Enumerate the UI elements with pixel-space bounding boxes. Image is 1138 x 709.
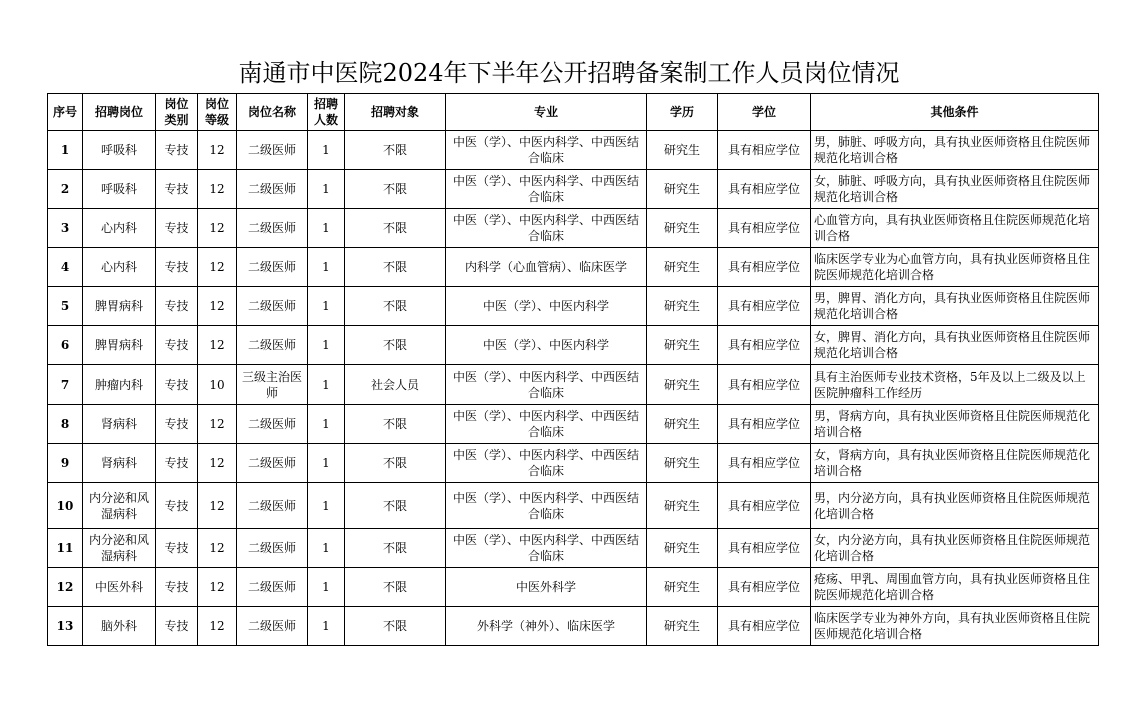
cell-post: 内分泌和风湿病科: [83, 529, 156, 568]
cell-other: 女，肺脏、呼吸方向，具有执业医师资格且住院医师规范化培训合格: [811, 170, 1099, 209]
cell-target: 不限: [345, 248, 446, 287]
cell-post: 肾病科: [83, 405, 156, 444]
cell-category: 专技: [156, 131, 198, 170]
table-row: [48, 209, 1099, 248]
cell-level: 12: [198, 405, 237, 444]
cell-count: 1: [308, 405, 345, 444]
cell-post: 脾胃病科: [83, 326, 156, 365]
cell-post: 脑外科: [83, 607, 156, 646]
cell-target: 不限: [345, 405, 446, 444]
cell-degree: 具有相应学位: [718, 365, 811, 405]
cell-category: 专技: [156, 568, 198, 607]
cell-education: 研究生: [647, 287, 718, 326]
cell-name: 二级医师: [237, 568, 308, 607]
table-row: [48, 287, 1099, 326]
cell-education: 研究生: [647, 444, 718, 483]
cell-target: 社会人员: [345, 365, 446, 405]
cell-count: 1: [308, 326, 345, 365]
cell-target: 不限: [345, 287, 446, 326]
table-row: [48, 529, 1099, 568]
recruitment-table: [47, 93, 1099, 646]
cell-education: 研究生: [647, 209, 718, 248]
cell-degree: 具有相应学位: [718, 326, 811, 365]
cell-major: 中医（学）、中医内科学、中西医结合临床: [446, 405, 647, 444]
cell-name: 二级医师: [237, 405, 308, 444]
cell-major: 中医（学）、中医内科学、中西医结合临床: [446, 444, 647, 483]
cell-post: 肾病科: [83, 444, 156, 483]
cell-education: 研究生: [647, 248, 718, 287]
cell-name: 二级医师: [237, 529, 308, 568]
cell-target: 不限: [345, 444, 446, 483]
cell-major: 中医（学）、中医内科学、中西医结合临床: [446, 483, 647, 529]
cell-seq: 11: [48, 529, 83, 568]
cell-other: 女，内分泌方向，具有执业医师资格且住院医师规范化培训合格: [811, 529, 1099, 568]
cell-category: 专技: [156, 483, 198, 529]
cell-category: 专技: [156, 248, 198, 287]
cell-other: 女，脾胃、消化方向，具有执业医师资格且住院医师规范化培训合格: [811, 326, 1099, 365]
cell-seq: 13: [48, 607, 83, 646]
page-title: 南通市中医院2024年下半年公开招聘备案制工作人员岗位情况: [238, 59, 900, 87]
cell-level: 12: [198, 483, 237, 529]
cell-seq: 12: [48, 568, 83, 607]
cell-education: 研究生: [647, 483, 718, 529]
cell-other: 男，肾病方向，具有执业医师资格且住院医师规范化培训合格: [811, 405, 1099, 444]
cell-category: 专技: [156, 170, 198, 209]
cell-target: 不限: [345, 529, 446, 568]
cell-target: 不限: [345, 568, 446, 607]
cell-degree: 具有相应学位: [718, 170, 811, 209]
cell-major: 外科学（神外）、临床医学: [446, 607, 647, 646]
cell-count: 1: [308, 444, 345, 483]
cell-seq: 2: [48, 170, 83, 209]
cell-post: 脾胃病科: [83, 287, 156, 326]
cell-seq: 7: [48, 365, 83, 405]
cell-major: 中医（学）、中医内科学: [446, 287, 647, 326]
cell-count: 1: [308, 170, 345, 209]
cell-seq: 8: [48, 405, 83, 444]
cell-major: 中医（学）、中医内科学、中西医结合临床: [446, 365, 647, 405]
cell-level: 12: [198, 248, 237, 287]
cell-level: 12: [198, 607, 237, 646]
cell-other: 女，肾病方向，具有执业医师资格且住院医师规范化培训合格: [811, 444, 1099, 483]
cell-category: 专技: [156, 209, 198, 248]
cell-category: 专技: [156, 326, 198, 365]
cell-count: 1: [308, 209, 345, 248]
header-count: 招聘人数: [308, 94, 345, 131]
header-major: 专业: [446, 94, 647, 131]
header-level: 岗位等级: [198, 94, 237, 131]
cell-target: 不限: [345, 326, 446, 365]
cell-target: 不限: [345, 483, 446, 529]
cell-post: 心内科: [83, 248, 156, 287]
cell-name: 二级医师: [237, 209, 308, 248]
cell-name: 二级医师: [237, 248, 308, 287]
cell-category: 专技: [156, 365, 198, 405]
cell-degree: 具有相应学位: [718, 529, 811, 568]
table-row: [48, 248, 1099, 287]
table-row: [48, 405, 1099, 444]
cell-post: 呼吸科: [83, 170, 156, 209]
cell-level: 12: [198, 444, 237, 483]
header-seq: 序号: [48, 94, 83, 131]
cell-level: 12: [198, 326, 237, 365]
cell-other: 心血管方向，具有执业医师资格且住院医师规范化培训合格: [811, 209, 1099, 248]
cell-count: 1: [308, 607, 345, 646]
cell-category: 专技: [156, 607, 198, 646]
cell-degree: 具有相应学位: [718, 287, 811, 326]
cell-seq: 1: [48, 131, 83, 170]
cell-education: 研究生: [647, 326, 718, 365]
cell-target: 不限: [345, 170, 446, 209]
cell-level: 12: [198, 209, 237, 248]
cell-degree: 具有相应学位: [718, 444, 811, 483]
cell-education: 研究生: [647, 568, 718, 607]
cell-education: 研究生: [647, 365, 718, 405]
cell-count: 1: [308, 287, 345, 326]
cell-name: 二级医师: [237, 607, 308, 646]
cell-major: 中医（学）、中医内科学、中西医结合临床: [446, 170, 647, 209]
table-row: [48, 365, 1099, 405]
header-other: 其他条件: [811, 94, 1099, 131]
cell-degree: 具有相应学位: [718, 131, 811, 170]
cell-level: 12: [198, 170, 237, 209]
cell-count: 1: [308, 568, 345, 607]
cell-education: 研究生: [647, 131, 718, 170]
cell-level: 12: [198, 568, 237, 607]
cell-seq: 3: [48, 209, 83, 248]
cell-post: 中医外科: [83, 568, 156, 607]
cell-level: 12: [198, 131, 237, 170]
cell-degree: 具有相应学位: [718, 248, 811, 287]
cell-category: 专技: [156, 529, 198, 568]
cell-name: 二级医师: [237, 131, 308, 170]
table-row: [48, 131, 1099, 170]
cell-other: 疮疡、甲乳、周围血管方向，具有执业医师资格且住院医师规范化培训合格: [811, 568, 1099, 607]
cell-major: 中医（学）、中医内科学、中西医结合临床: [446, 131, 647, 170]
table-row: [48, 483, 1099, 529]
cell-category: 专技: [156, 405, 198, 444]
cell-degree: 具有相应学位: [718, 568, 811, 607]
cell-seq: 6: [48, 326, 83, 365]
cell-category: 专技: [156, 444, 198, 483]
cell-name: 二级医师: [237, 483, 308, 529]
cell-major: 中医（学）、中医内科学、中西医结合临床: [446, 209, 647, 248]
header-name: 岗位名称: [237, 94, 308, 131]
header-post: 招聘岗位: [83, 94, 156, 131]
cell-category: 专技: [156, 287, 198, 326]
cell-other: 男，内分泌方向，具有执业医师资格且住院医师规范化培训合格: [811, 483, 1099, 529]
cell-major: 中医（学）、中医内科学: [446, 326, 647, 365]
header-category: 岗位类别: [156, 94, 198, 131]
cell-level: 12: [198, 287, 237, 326]
cell-degree: 具有相应学位: [718, 405, 811, 444]
table-row: [48, 444, 1099, 483]
header-education: 学历: [647, 94, 718, 131]
table-header-row: [48, 94, 1099, 131]
cell-target: 不限: [345, 209, 446, 248]
cell-degree: 具有相应学位: [718, 483, 811, 529]
cell-education: 研究生: [647, 170, 718, 209]
cell-education: 研究生: [647, 529, 718, 568]
cell-post: 呼吸科: [83, 131, 156, 170]
cell-name: 二级医师: [237, 170, 308, 209]
cell-other: 具有主治医师专业技术资格，5年及以上二级及以上医院肿瘤科工作经历: [811, 365, 1099, 405]
cell-count: 1: [308, 529, 345, 568]
cell-post: 内分泌和风湿病科: [83, 483, 156, 529]
cell-name: 二级医师: [237, 444, 308, 483]
cell-count: 1: [308, 365, 345, 405]
cell-post: 心内科: [83, 209, 156, 248]
table-row: [48, 326, 1099, 365]
cell-seq: 5: [48, 287, 83, 326]
cell-education: 研究生: [647, 405, 718, 444]
cell-level: 10: [198, 365, 237, 405]
cell-major: 内科学（心血管病）、临床医学: [446, 248, 647, 287]
cell-count: 1: [308, 131, 345, 170]
table-row: [48, 607, 1099, 646]
cell-name: 二级医师: [237, 287, 308, 326]
cell-seq: 4: [48, 248, 83, 287]
cell-other: 临床医学专业为心血管方向，具有执业医师资格且住院医师规范化培训合格: [811, 248, 1099, 287]
cell-other: 临床医学专业为神外方向，具有执业医师资格且住院医师规范化培训合格: [811, 607, 1099, 646]
cell-name: 二级医师: [237, 326, 308, 365]
table-row: [48, 170, 1099, 209]
cell-target: 不限: [345, 607, 446, 646]
cell-target: 不限: [345, 131, 446, 170]
cell-other: 男，肺脏、呼吸方向，具有执业医师资格且住院医师规范化培训合格: [811, 131, 1099, 170]
cell-post: 肿瘤内科: [83, 365, 156, 405]
cell-level: 12: [198, 529, 237, 568]
cell-degree: 具有相应学位: [718, 209, 811, 248]
cell-count: 1: [308, 248, 345, 287]
cell-major: 中医（学）、中医内科学、中西医结合临床: [446, 529, 647, 568]
cell-count: 1: [308, 483, 345, 529]
cell-major: 中医外科学: [446, 568, 647, 607]
cell-education: 研究生: [647, 607, 718, 646]
table-row: [48, 568, 1099, 607]
cell-degree: 具有相应学位: [718, 607, 811, 646]
header-target: 招聘对象: [345, 94, 446, 131]
cell-other: 男，脾胃、消化方向，具有执业医师资格且住院医师规范化培训合格: [811, 287, 1099, 326]
cell-name: 三级主治医师: [237, 365, 308, 405]
cell-seq: 9: [48, 444, 83, 483]
cell-seq: 10: [48, 483, 83, 529]
header-degree: 学位: [718, 94, 811, 131]
